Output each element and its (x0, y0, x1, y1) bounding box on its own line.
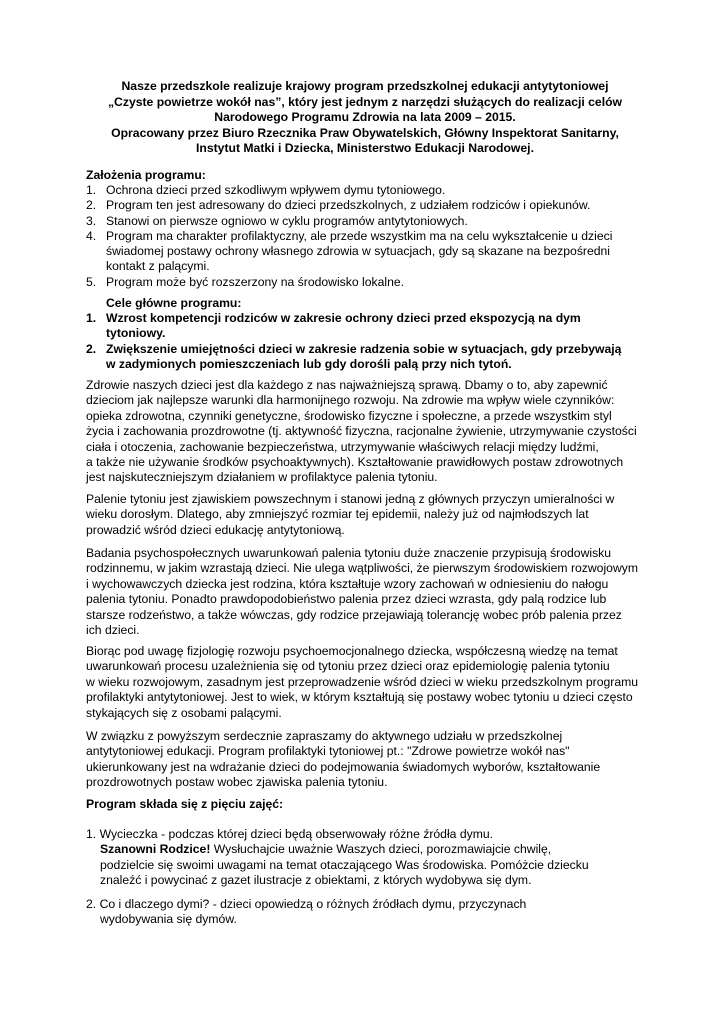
list-number: 2. (86, 897, 97, 911)
paragraph-line: ich dzieci. (86, 623, 140, 638)
list-number: 1. (86, 827, 97, 841)
list-item-text: Wysłuchajcie uważnie Waszych dzieci, porozmawiajcie chwilę, (210, 842, 552, 857)
list-item-text: Zwiększenie umiejętności dzieci w zakresie radzenia sobie w sytuacjach, gdy przebywają (106, 341, 622, 356)
paragraph-line: palenia tytoniu. Ponadto prawdopodobieństwo palenia przez dzieci wzrasta, gdy palą rodzice lub (86, 592, 607, 607)
paragraph-line: jest najskuteczniejszym działaniem w profilaktyce palenia tytoniu. (86, 470, 438, 485)
list-item-text: Wycieczka - podczas której dzieci będą obserwowały różne źródła dymu. (99, 827, 494, 841)
paragraph-line: wieku dorosłym. Dlatego, aby zmniejszyć rozmiar tej epidemii, należy już od najmłodszych lat (86, 507, 589, 522)
list-item-text: świadomej postawy ochrony własnego zdrowia w sytuacjach, gdy są skazane na bezpośredni (106, 244, 611, 259)
list-number: 1. (86, 183, 97, 197)
paragraph-line: ciała i otoczenia, zachowanie bezpieczeństwa, utrzymywanie właściwych relacji między ludźmi, (86, 439, 599, 454)
paragraph-line: stykających się z osobami palącymi. (86, 705, 282, 720)
paragraph-line: prozdrowotnych postaw wobec zjawiska palenia tytoniu. (86, 775, 388, 790)
paragraph-line: opieka zdrowotna, czynniki genetyczne, środowisko fizyczne i społeczne, a przede wszystkim styl (86, 408, 612, 423)
assumptions-heading: Założenia programu: (86, 168, 206, 182)
paragraph (86, 546, 646, 638)
paragraph-line: antytytoniowej edukacji. Program profilaktyki tytoniowej pt.: "Zdrowe powietrze wokół nas" (86, 744, 570, 759)
paragraph-line: uwarunkowań procesu uzależnienia się od tytoniu przez dzieci oraz epidemiologię palenia tytoniu (86, 659, 610, 674)
list-item (86, 342, 686, 373)
paragraph-line: dzieciom jak najlepsze warunki dla harmonijnego rozwoju. Na zdrowie ma wpływ wiele czynników: (86, 393, 615, 408)
header-line: Opracowany przez Biuro Rzecznika Praw Obywatelskich, Główny Inspektorat Sanitarny, (111, 125, 619, 140)
list-number: 2. (86, 341, 97, 356)
paragraph-line: profilaktyki antytytoniowej. Jest to wiek, w którym kształtują się postawy wobec tytoniu u dzieci często (86, 690, 633, 705)
list-item-text: Co i dlaczego dymi? - dzieci opowiedzą o różnych źródłach dymu, przyczynach (99, 897, 527, 911)
paragraph-line: w wieku rozwojowym, zasadnym jest przeprowadzenie wśród dzieci w wieku przedszkolnym programu (86, 674, 639, 689)
session-item (86, 827, 686, 889)
list-item-text: Wzrost kompetencji rodziców w zakresie ochrony dzieci przed ekspozycją na dym (106, 311, 581, 325)
list-number: 2. (86, 198, 97, 213)
list-item-text: znaleźć i powycinać z gazet ilustracje z obiektami, z których wydobywa się dym. (100, 873, 532, 888)
list-number: 3. (86, 213, 97, 228)
paragraph-line: rodzinnemu, w jakim wzrastają dzieci. Nie ulega wątpliwości, że pierwszym środowiskiem rozwojowym (86, 561, 638, 576)
paragraph (86, 492, 646, 538)
paragraph-line: starsze rodzeństwo, a także wówczas, gdy rodzice przejawiają tolerancję wobec prób palenia przez (86, 607, 622, 622)
paragraph (86, 644, 646, 721)
header-line: Narodowego Programu Zdrowia na lata 2009 – 2015. (214, 110, 516, 124)
paragraph-line: Biorąc pod uwagę fizjologię rozwoju psychoemocjonalnego dziecka, współczesną wiedzę na temat (86, 644, 618, 658)
list-item (86, 311, 686, 342)
list-item-text: Ochrona dzieci przed szkodliwym wpływem dymu tytoniowego. (106, 183, 446, 197)
list-item-text: Program może być rozszerzony na środowisko lokalne. (106, 274, 405, 289)
header-line: Nasze przedszkole realizuje krajowy program przedszkolnej edukacji antytytoniowej (121, 79, 609, 93)
paragraph-line: Palenie tytoniu jest zjawiskiem powszechnym i stanowi jedną z głównych przyczyn umieralności w (86, 492, 615, 506)
sessions-heading: Program składa się z pięciu zajęć: (86, 797, 284, 811)
header-line: Instytut Matki i Dziecka, Ministerstwo Edukacji Narodowej. (196, 141, 534, 155)
list-item-text: kontakt z palącymi. (106, 259, 210, 274)
paragraph-line: Badania psychospołecznych uwarunkowań palenia tytoniu duże znaczenie przypisują środowisku (86, 546, 612, 560)
list-item (86, 275, 686, 290)
list-item (86, 183, 686, 198)
header-line: „Czyste powietrze wokół nas”, który jest jednym z narzędzi służących do realizacji celów (107, 94, 623, 109)
paragraph-line: życia i zachowania prozdrowotne (tj. aktywność fizyczna, racjonalne żywienie, utrzymywanie czystości (86, 424, 637, 439)
list-item (86, 214, 686, 229)
list-item-text: w zadymionych pomieszczeniach lub gdy dorośli palą przy nich tytoń. (106, 356, 512, 371)
session-item (86, 897, 686, 928)
document-header (60, 79, 670, 157)
list-item-text: Program ma charakter profilaktyczny, ale przede wszystkim ma na celu wykształcenie u dzieci (106, 228, 613, 243)
goals-list (86, 311, 686, 372)
paragraph (86, 729, 646, 791)
list-number: 1. (86, 311, 97, 325)
list-number: 5. (86, 274, 97, 289)
paragraph-line: ukierunkowany jest na wdrażanie dzieci do podejmowania świadomych wyborów, kształtowanie (86, 759, 601, 774)
goals-heading: Cele główne programu: (106, 296, 242, 310)
paragraph (86, 378, 646, 486)
list-item-text: wydobywania się dymów. (100, 912, 237, 927)
paragraph-line: prowadzić wśród dzieci edukację antytytoniową. (86, 522, 345, 537)
paragraph-line: a także nie używanie środków psychoaktywnych). Kształtowanie prawidłowych postaw zdrowotnych (86, 455, 624, 470)
paragraph-line: W związku z powyższym serdecznie zapraszamy do aktywnego udziału w przedszkolnej (86, 729, 563, 743)
assumptions-list (86, 183, 686, 290)
list-item-text: tytoniowy. (106, 326, 166, 341)
list-item (86, 229, 686, 275)
list-item (86, 198, 686, 213)
parents-address: Szanowni Rodzice! (100, 842, 211, 857)
paragraph-line: i wychowawczych dziecka jest rodzina, która kształtuje wzory zachowań w odniesieniu do nałogu (86, 576, 609, 591)
paragraph-line: Zdrowie naszych dzieci jest dla każdego z nas najważniejszą sprawą. Dbamy o to, aby zapewnić (86, 378, 608, 392)
list-item-text: Stanowi on pierwsze ogniowo w cyklu programów antytytoniowych. (106, 213, 468, 228)
list-number: 4. (86, 228, 97, 243)
list-item-text: podzielcie się swoimi uwagami na temat otaczającego Was środowiska. Pomóżcie dziecku (100, 857, 589, 872)
list-item-text: Program ten jest adresowany do dzieci przedszkolnych, z udziałem rodziców i opiekunów. (106, 198, 591, 213)
